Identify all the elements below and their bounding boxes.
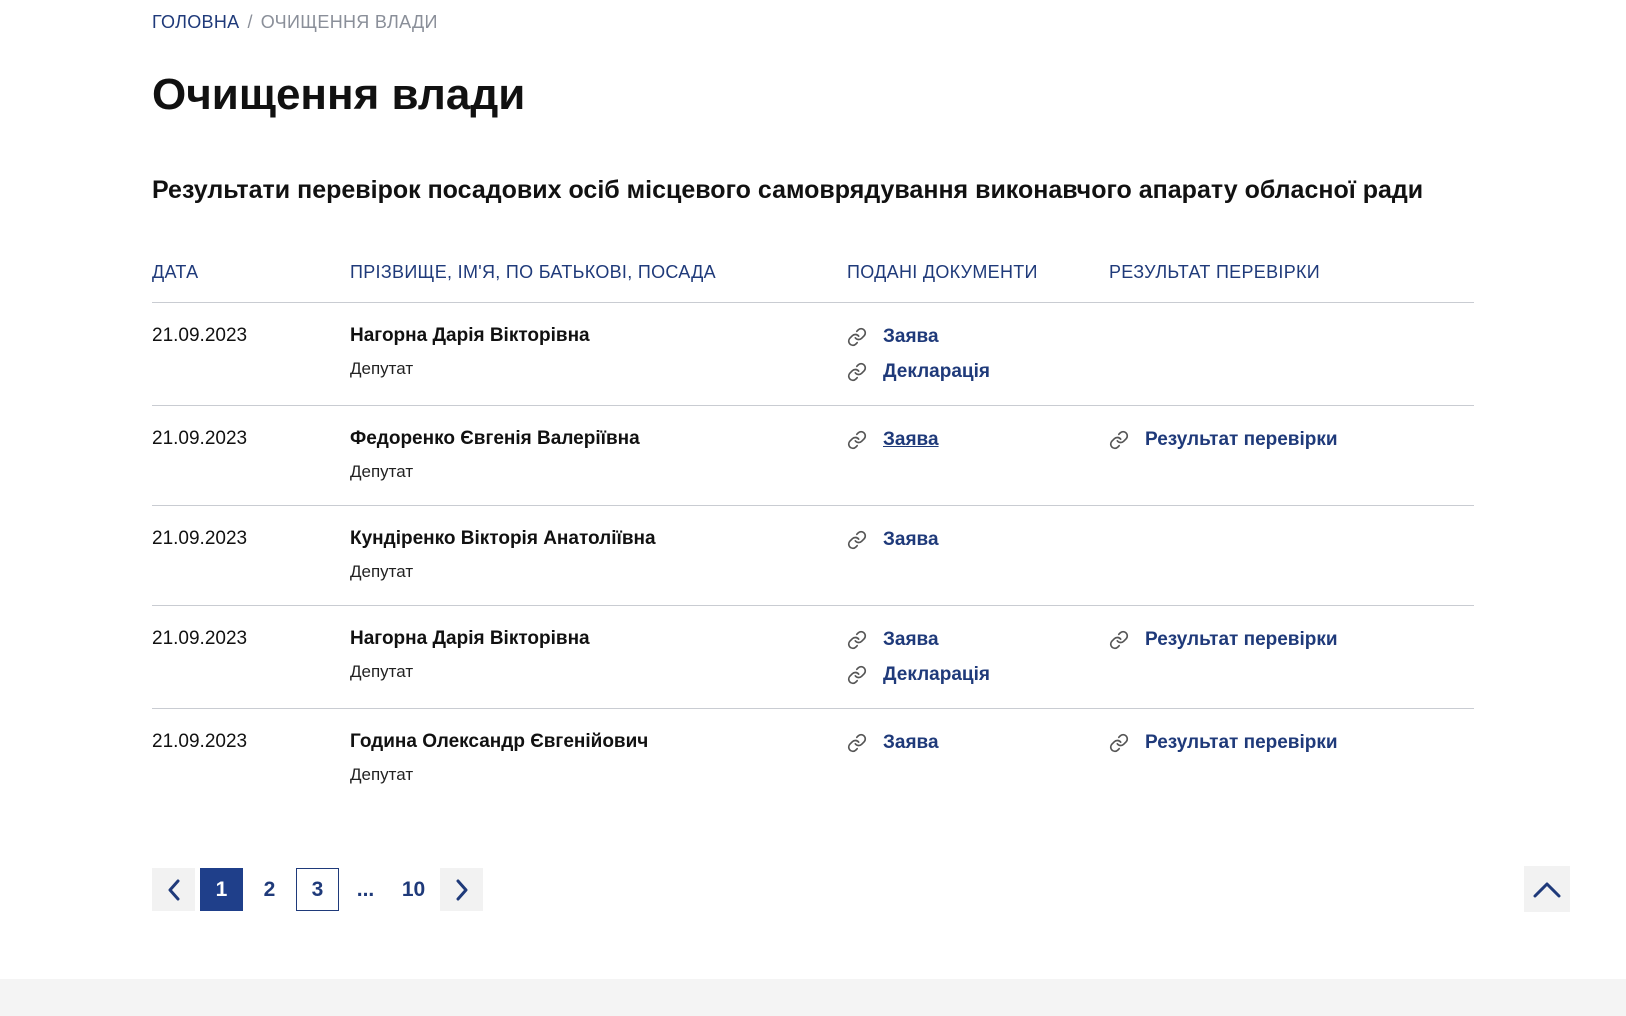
breadcrumb-home-link[interactable]: ГОЛОВНА: [152, 12, 240, 32]
pagination: [152, 868, 488, 911]
row-person: [350, 528, 656, 582]
pagination-prev-button[interactable]: [152, 868, 195, 911]
person-name: Година Олександр Євгенійович: [350, 731, 649, 752]
link-label: Результат перевірки: [1145, 731, 1338, 753]
link-icon: [1109, 733, 1129, 753]
results-table-body: [152, 303, 1474, 809]
pagination-ellipsis: ...: [356, 877, 375, 901]
footer: [0, 979, 1626, 1016]
table-row: [152, 506, 1474, 606]
column-header-documents: ПОДАНІ ДОКУМЕНТИ: [847, 262, 1038, 282]
table-header: [152, 256, 1474, 303]
row-result: [1109, 730, 1338, 765]
row-date: 21.09.2023: [152, 528, 248, 549]
link-icon: [847, 362, 867, 382]
pagination-next-button[interactable]: [440, 868, 483, 911]
pagination-page-1[interactable]: 1: [200, 868, 243, 911]
person-position: Депутат: [350, 662, 414, 681]
table-row: [152, 406, 1474, 506]
row-documents: [847, 324, 990, 394]
link-label: Заява: [883, 731, 939, 753]
chevron-left-icon: [167, 879, 181, 901]
document-link[interactable]: [847, 627, 990, 652]
row-date: 21.09.2023: [152, 628, 248, 649]
breadcrumb-current: ОЧИЩЕННЯ ВЛАДИ: [260, 12, 438, 32]
link-label: Декларація: [883, 663, 990, 685]
link-icon: [847, 327, 867, 347]
row-documents: [847, 527, 939, 562]
link-icon: [847, 665, 867, 685]
row-documents: [847, 730, 939, 765]
person-position: Депутат: [350, 462, 414, 481]
row-date: 21.09.2023: [152, 731, 248, 752]
link-label: Заява: [883, 428, 939, 450]
scroll-to-top-button[interactable]: [1524, 866, 1570, 912]
row-result: [1109, 427, 1338, 462]
result-link[interactable]: [1109, 627, 1338, 652]
row-person: [350, 325, 590, 379]
link-label: Декларація: [883, 360, 990, 382]
table-row: [152, 606, 1474, 709]
chevron-right-icon: [455, 879, 469, 901]
person-name: Кундіренко Вікторія Анатоліївна: [350, 528, 656, 549]
link-label: Заява: [883, 528, 939, 550]
chevron-up-icon: [1533, 880, 1561, 898]
link-icon: [1109, 630, 1129, 650]
link-label: Заява: [883, 628, 939, 650]
row-date: 21.09.2023: [152, 325, 248, 346]
person-name: Нагорна Дарія Вікторівна: [350, 325, 590, 346]
link-icon: [847, 630, 867, 650]
column-header-result: РЕЗУЛЬТАТ ПЕРЕВІРКИ: [1109, 262, 1321, 282]
breadcrumb: [152, 12, 438, 33]
pagination-page-2[interactable]: 2: [263, 877, 276, 901]
result-link[interactable]: [1109, 427, 1338, 452]
link-icon: [847, 733, 867, 753]
person-position: Депутат: [350, 359, 414, 378]
table-row: [152, 709, 1474, 809]
link-label: Заява: [883, 325, 939, 347]
link-icon: [1109, 430, 1129, 450]
link-label: Результат перевірки: [1145, 628, 1338, 650]
table-row: [152, 303, 1474, 406]
person-name: Нагорна Дарія Вікторівна: [350, 628, 590, 649]
document-link[interactable]: [847, 527, 939, 552]
link-icon: [847, 430, 867, 450]
pagination-page-3[interactable]: 3: [296, 868, 339, 911]
person-position: Депутат: [350, 765, 414, 784]
row-result: [1109, 627, 1338, 662]
row-documents: [847, 627, 990, 697]
section-title: Результати перевірок посадових осіб місцевого самоврядування виконавчого апарату обласної ради: [152, 176, 1424, 204]
row-date: 21.09.2023: [152, 428, 248, 449]
link-icon: [847, 530, 867, 550]
breadcrumb-separator: /: [247, 12, 253, 32]
person-name: Федоренко Євгенія Валеріївна: [350, 428, 640, 449]
document-link[interactable]: [847, 662, 990, 687]
row-person: [350, 428, 640, 482]
page-title: Очищення влади: [152, 70, 526, 119]
row-person: [350, 628, 590, 682]
row-person: [350, 731, 648, 785]
result-link[interactable]: [1109, 730, 1338, 755]
document-link[interactable]: [847, 427, 939, 452]
person-position: Депутат: [350, 562, 414, 581]
pagination-page-10[interactable]: 10: [401, 877, 426, 901]
row-documents: [847, 427, 939, 462]
column-header-date: ДАТА: [152, 262, 199, 282]
column-header-name: ПРІЗВИЩЕ, ІМ'Я, ПО БАТЬКОВІ, ПОСАДА: [350, 262, 716, 282]
document-link[interactable]: [847, 359, 990, 384]
document-link[interactable]: [847, 730, 939, 755]
document-link[interactable]: [847, 324, 990, 349]
link-label: Результат перевірки: [1145, 428, 1338, 450]
